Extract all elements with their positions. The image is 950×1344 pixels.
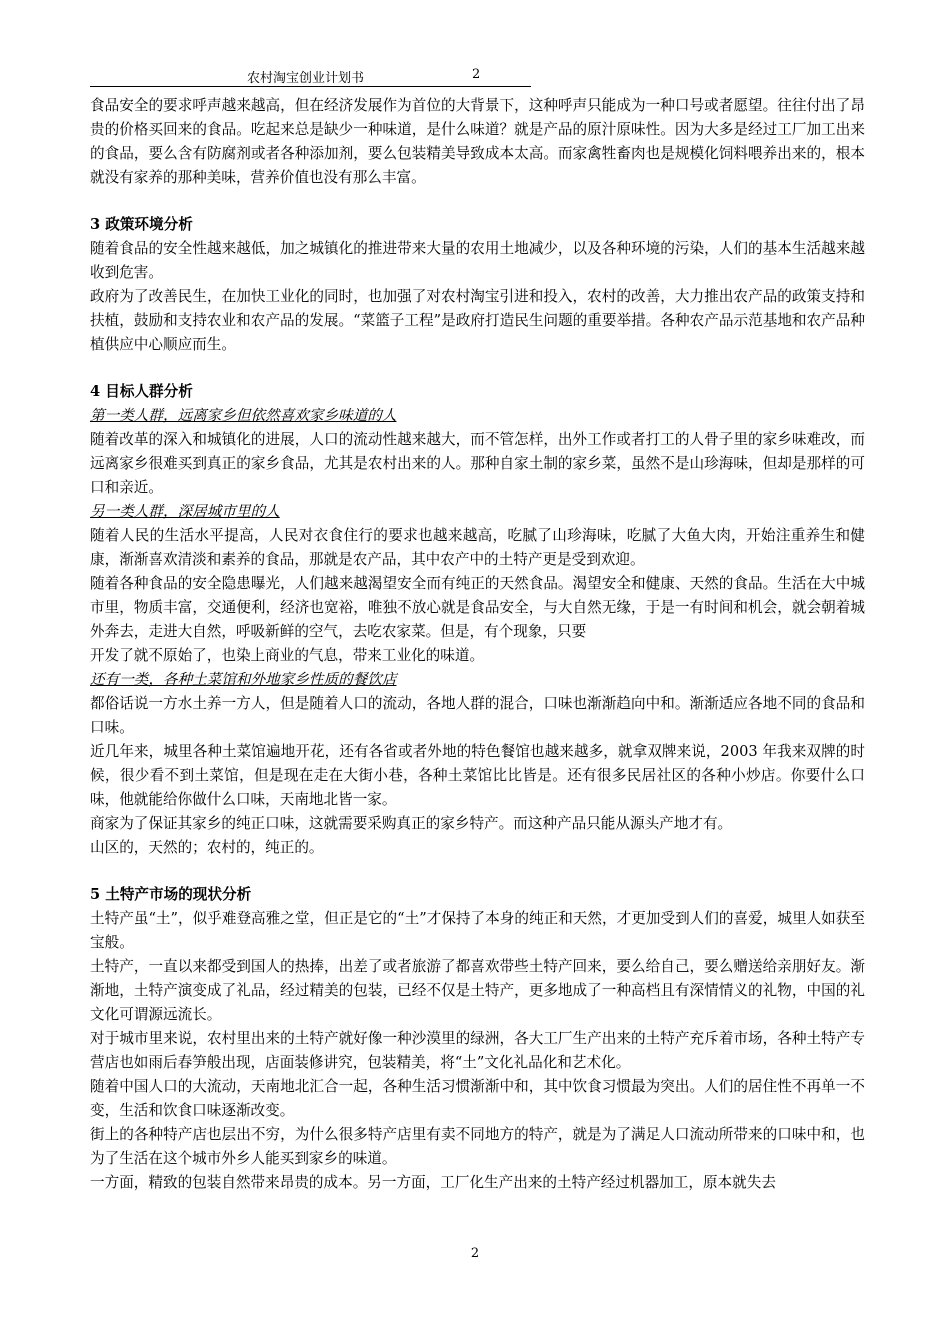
subheading-audience-2: 另一类人群，深居城市里的人 bbox=[90, 503, 280, 520]
section-heading-specialty-market: 5 土特产市场的现状分析 bbox=[90, 886, 252, 903]
subheading-audience-1: 第一类人群，远离家乡但依然喜欢家乡味道的人 bbox=[90, 407, 397, 424]
body-paragraph: 随着食品的安全性越来越低，加之城镇化的推进带来大量的农用土地减少，以及各种环境的污染，人们的基本生活越来越收到危害。 bbox=[90, 240, 865, 281]
page-footer-number: 2 bbox=[470, 1246, 480, 1261]
body-paragraph: 商家为了保证其家乡的纯正口味，这就需要采购真正的家乡特产。而这种产品只能从源头产地才有。 bbox=[90, 815, 733, 832]
body-paragraph: 土特产，一直以来都受到国人的热捧，出差了或者旅游了都喜欢带些土特产回来，要么给自己，要么赠送给亲朋好友。渐渐地，土特产演变成了礼品，经过精美的包装，已经不仅是土特产，更多地成了一种高档且有深情情义的礼物，中国的礼文化可谓源远流长。 bbox=[90, 958, 865, 1023]
document-body bbox=[90, 94, 865, 1195]
body-paragraph: 对于城市里来说，农村里出来的土特产就好像一种沙漠里的绿洲，各大工厂生产出来的土特产充斥着市场，各种土特产专营店也如雨后春笋般出现，店面装修讲究，包装精美，将“土”文化礼品化和艺术化。 bbox=[90, 1030, 865, 1071]
body-paragraph: 近几年来，城里各种土菜馆遍地开花，还有各省或者外地的特色餐馆也越来越多，就拿双牌来说，2003 年我来双牌的时候，很少看不到土菜馆，但是现在走在大街小巷，各种土菜馆比比皆是。还有很多民居社区的各种小炒店。你要什么口味，他就能给你做什么口味，天南地北皆一家。 bbox=[90, 743, 865, 808]
section-heading-policy: 3 政策环境分析 bbox=[90, 216, 193, 233]
body-paragraph: 一方面，精致的包装自然带来昂贵的成本。另一方面，工厂化生产出来的土特产经过机器加工，原本就失去 bbox=[90, 1174, 776, 1191]
section-heading-target-audience: 4 目标人群分析 bbox=[90, 383, 193, 400]
body-paragraph: 随着中国人口的大流动，天南地北汇合一起，各种生活习惯渐渐中和，其中饮食习惯最为突出。人们的居住性不再单一不变，生活和饮食口味逐渐改变。 bbox=[90, 1078, 865, 1119]
header-page-number: 2 bbox=[472, 67, 481, 82]
body-paragraph: 都俗话说一方水土养一方人，但是随着人口的流动，各地人群的混合，口味也渐渐趋向中和。渐渐适应各地不同的食品和口味。 bbox=[90, 695, 865, 736]
body-paragraph: 政府为了改善民生，在加快工业化的同时，也加强了对农村淘宝引进和投入，农村的改善，大力推出农产品的政策支持和扶植，鼓励和支持农业和农产品的发展。“菜篮子工程”是政府打造民生问题的重要举措。各种农产品示范基地和农产品种植供应中心顺应而生。 bbox=[90, 288, 865, 353]
page-header bbox=[90, 64, 531, 87]
body-paragraph: 开发了就不原始了，也染上商业的气息，带来工业化的味道。 bbox=[90, 647, 485, 664]
body-paragraph: 随着改革的深入和城镇化的进展，人口的流动性越来越大，而不管怎样，出外工作或者打工的人骨子里的家乡味难改，而远离家乡很难买到真正的家乡食品，尤其是农村出来的人。那种自家土制的家乡菜，虽然不是山珍海味，但却是那样的可口和亲近。 bbox=[90, 431, 865, 496]
subheading-audience-3: 还有一类，各种土菜馆和外地家乡性质的餐饮店 bbox=[90, 671, 397, 688]
body-paragraph: 随着人民的生活水平提高，人民对衣食住行的要求也越来越高，吃腻了山珍海味，吃腻了大鱼大肉，开始注重养生和健康，渐渐喜欢清淡和素养的食品，那就是农产品，其中农产中的土特产更是受到欢迎。 bbox=[90, 527, 865, 568]
body-paragraph: 土特产虽“土”，似乎难登高雅之堂，但正是它的“土”才保持了本身的纯正和天然，才更加受到人们的喜爱，城里人如获至宝般。 bbox=[90, 910, 865, 951]
body-paragraph: 山区的，天然的；农村的，纯正的。 bbox=[90, 839, 324, 856]
document-title: 农村淘宝创业计划书 bbox=[247, 71, 365, 86]
body-paragraph: 街上的各种特产店也层出不穷，为什么很多特产店里有卖不同地方的特产，就是为了满足人口流动所带来的口味中和，也为了生活在这个城市外乡人能买到家乡的味道。 bbox=[90, 1126, 865, 1167]
body-paragraph: 食品安全的要求呼声越来越高，但在经济发展作为首位的大背景下，这种呼声只能成为一种口号或者愿望。往往付出了昂贵的价格买回来的食品。吃起来总是缺少一种味道，是什么味道？就是产品的原汁原味性。因为大多是经过工厂加工出来的食品，要么含有防腐剂或者各种添加剂，要么包装精美导致成本太高。而家禽牲畜肉也是规模化饲料喂养出来的，根本就没有家养的那种美味，营养价值也没有那么丰富。 bbox=[90, 97, 865, 186]
body-paragraph: 随着各种食品的安全隐患曝光，人们越来越渴望安全而有纯正的天然食品。渴望安全和健康、天然的食品。生活在大中城市里，物质丰富，交通便利，经济也宽裕，唯独不放心就是食品安全，与大自然无缘，于是一有时间和机会，就会朝着城外奔去，走进大自然，呼吸新鲜的空气，去吃农家菜。但是，有个现象，只要 bbox=[90, 575, 865, 640]
